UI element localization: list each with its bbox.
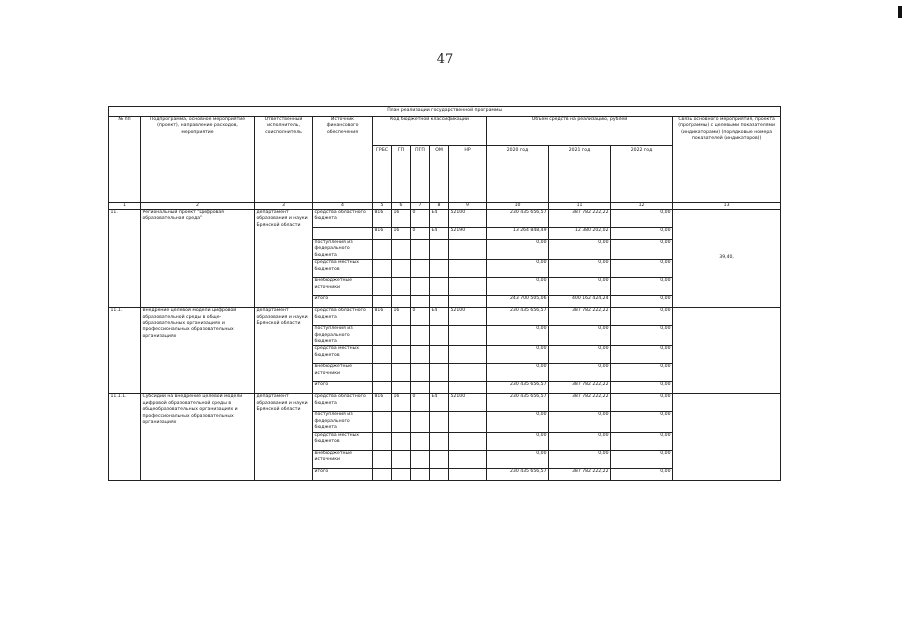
budget-code-om: E4	[430, 228, 449, 240]
budget-code-nr	[449, 382, 487, 394]
amount-2022: 0,00	[611, 468, 673, 480]
amount-2022: 0,00	[611, 394, 673, 412]
budget-code-grbs: 816	[373, 308, 392, 326]
budget-code-gp: 16	[392, 308, 411, 326]
budget-code-grbs	[373, 468, 392, 480]
budget-code-om	[430, 260, 449, 278]
funding-source: внебюджетные источники	[313, 450, 373, 468]
amount-2020: 243 700 505,06	[487, 296, 549, 308]
table-row	[109, 210, 781, 228]
header-grbs: ГРБС	[373, 146, 392, 203]
header-executor: Ответственный исполнитель, соисполнитель	[255, 117, 313, 203]
header-2022: 2022 год	[611, 146, 673, 203]
header-pgp: ПГП	[411, 146, 430, 203]
budget-code-nr	[449, 326, 487, 346]
budget-code-pgp	[411, 382, 430, 394]
budget-code-pgp	[411, 346, 430, 364]
budget-code-om: E4	[430, 394, 449, 412]
row-number: 11.1.1.	[109, 394, 141, 480]
header-link: Связь основного мероприятия, проекта (программы) с целевыми показателями (индикаторами) (порядковые номера показателей (индикаторов))	[673, 117, 781, 203]
budget-code-pgp: 0	[411, 308, 430, 326]
budget-code-gp	[392, 346, 411, 364]
budget-code-pgp	[411, 450, 430, 468]
amount-2021: 0,00	[549, 240, 611, 260]
amount-2020: 230 435 656,57	[487, 468, 549, 480]
amount-2020: 230 435 656,57	[487, 394, 549, 412]
amount-2021: 0,00	[549, 364, 611, 382]
budget-code-gp	[392, 278, 411, 296]
amount-2022: 0,00	[611, 382, 673, 394]
funding-source	[313, 228, 373, 240]
budget-code-grbs: 816	[373, 210, 392, 228]
budget-code-gp	[392, 382, 411, 394]
budget-code-gp: 16	[392, 210, 411, 228]
table-title-row	[109, 107, 781, 117]
funding-source: итого	[313, 296, 373, 308]
amount-2022: 0,00	[611, 260, 673, 278]
table-title: План реализации государственной программы	[109, 107, 781, 117]
amount-2021: 0,00	[549, 432, 611, 450]
header-2021: 2021 год	[549, 146, 611, 203]
budget-code-gp	[392, 296, 411, 308]
amount-2021: 387 782 222,22	[549, 308, 611, 326]
funding-source: внебюджетные источники	[313, 278, 373, 296]
amount-2022: 0,00	[611, 210, 673, 228]
budget-code-pgp: 0	[411, 210, 430, 228]
indicator-link	[673, 308, 781, 394]
amount-2022: 0,00	[611, 240, 673, 260]
budget-code-nr	[449, 240, 487, 260]
amount-2022: 0,00	[611, 278, 673, 296]
page-number: 47	[436, 52, 454, 67]
funding-source: средства местных бюджетов	[313, 260, 373, 278]
amount-2020: 0,00	[487, 240, 549, 260]
column-number: 8	[430, 203, 449, 210]
budget-code-om: E4	[430, 210, 449, 228]
measure-name: Региональный проект "Цифровая образовательная среда"	[141, 210, 255, 308]
amount-2020: 13 264 848,49	[487, 228, 549, 240]
header-row	[109, 117, 781, 146]
budget-code-grbs	[373, 240, 392, 260]
amount-2021: 0,00	[549, 278, 611, 296]
budget-code-om	[430, 432, 449, 450]
amount-2021: 387 782 222,22	[549, 382, 611, 394]
indicator-link	[673, 394, 781, 480]
budget-code-nr: 52190	[449, 228, 487, 240]
budget-code-pgp: 0	[411, 228, 430, 240]
budget-code-gp	[392, 326, 411, 346]
budget-code-gp	[392, 432, 411, 450]
amount-2021: 0,00	[549, 260, 611, 278]
budget-code-om	[430, 364, 449, 382]
amount-2022: 0,00	[611, 450, 673, 468]
funding-source: итого	[313, 468, 373, 480]
header-om: ОМ	[430, 146, 449, 203]
amount-2022: 0,00	[611, 228, 673, 240]
column-number: 3	[255, 203, 313, 210]
budget-code-pgp	[411, 326, 430, 346]
indicator-link: 39,40,	[673, 210, 781, 308]
amount-2020: 0,00	[487, 260, 549, 278]
amount-2022: 0,00	[611, 412, 673, 432]
amount-2022: 0,00	[611, 346, 673, 364]
funding-source: средства местных бюджетов	[313, 432, 373, 450]
budget-code-om	[430, 240, 449, 260]
funding-source: поступления из федерального бюджета	[313, 326, 373, 346]
amount-2021: 387 782 222,22	[549, 468, 611, 480]
budget-code-grbs: 816	[373, 228, 392, 240]
budget-code-om	[430, 382, 449, 394]
amount-2021: 400 162 424,24	[549, 296, 611, 308]
funding-source: средства областного бюджета	[313, 210, 373, 228]
funding-source: средства областного бюджета	[313, 394, 373, 412]
budget-code-pgp	[411, 364, 430, 382]
budget-code-om	[430, 412, 449, 432]
budget-code-grbs	[373, 412, 392, 432]
amount-2020: 230 435 656,57	[487, 308, 549, 326]
budget-code-gp	[392, 450, 411, 468]
budget-code-gp	[392, 364, 411, 382]
budget-code-gp	[392, 412, 411, 432]
column-number: 12	[611, 203, 673, 210]
header-subprogram: Подпрограмма, основное мероприятие (проект), направление расходов, мероприятие	[141, 117, 255, 203]
budget-code-grbs	[373, 364, 392, 382]
budget-code-nr	[449, 450, 487, 468]
budget-code-pgp	[411, 412, 430, 432]
budget-code-pgp	[411, 278, 430, 296]
column-number-row	[109, 203, 781, 210]
budget-code-nr: 52100	[449, 210, 487, 228]
budget-code-grbs	[373, 382, 392, 394]
amount-2021: 387 782 222,22	[549, 210, 611, 228]
budget-code-pgp	[411, 432, 430, 450]
budget-code-nr	[449, 278, 487, 296]
budget-code-nr	[449, 260, 487, 278]
header-budget-code: Код бюджетной классификации	[373, 117, 487, 146]
header-gp: ГП	[392, 146, 411, 203]
budget-code-pgp	[411, 260, 430, 278]
budget-code-grbs	[373, 432, 392, 450]
measure-name: Субсидии на внедрение целевой модели цифровой образовательной среды в общеобразовательных организациях и профессиональных образовательных организациях	[141, 394, 255, 480]
amount-2020: 0,00	[487, 278, 549, 296]
budget-code-om	[430, 450, 449, 468]
amount-2022: 0,00	[611, 296, 673, 308]
budget-code-nr	[449, 346, 487, 364]
budget-code-gp	[392, 468, 411, 480]
funding-source: внебюджетные источники	[313, 364, 373, 382]
budget-code-nr	[449, 432, 487, 450]
budget-code-grbs	[373, 450, 392, 468]
column-number: 13	[673, 203, 781, 210]
header-nr: НР	[449, 146, 487, 203]
amount-2021: 0,00	[549, 412, 611, 432]
amount-2020: 0,00	[487, 450, 549, 468]
budget-code-pgp	[411, 240, 430, 260]
funding-source: итого	[313, 382, 373, 394]
budget-code-grbs	[373, 260, 392, 278]
budget-code-grbs	[373, 326, 392, 346]
header-source: Источник финансового обеспечения	[313, 117, 373, 203]
column-number: 5	[373, 203, 392, 210]
program-plan-table	[108, 106, 781, 481]
amount-2022: 0,00	[611, 364, 673, 382]
responsible-executor: департамент образования и науки Брянской области	[255, 210, 313, 308]
table-row	[109, 394, 781, 412]
budget-code-om	[430, 468, 449, 480]
funding-source: средства местных бюджетов	[313, 346, 373, 364]
responsible-executor: департамент образования и науки Брянской области	[255, 394, 313, 480]
amount-2021: 0,00	[549, 326, 611, 346]
amount-2020: 230 435 656,57	[487, 210, 549, 228]
amount-2020: 0,00	[487, 346, 549, 364]
budget-code-grbs	[373, 296, 392, 308]
budget-code-nr: 52100	[449, 308, 487, 326]
measure-name: Внедрение целевой модели цифровой образовательной среды в обще-образовательных организациях и профессиональных образовательных организациях	[141, 308, 255, 394]
budget-code-om	[430, 296, 449, 308]
column-number: 6	[392, 203, 411, 210]
row-number: 11.1.	[109, 308, 141, 394]
column-number: 4	[313, 203, 373, 210]
budget-code-pgp: 0	[411, 394, 430, 412]
budget-code-om	[430, 326, 449, 346]
amount-2020: 0,00	[487, 326, 549, 346]
column-number: 2	[141, 203, 255, 210]
budget-code-nr	[449, 296, 487, 308]
row-number: 11.	[109, 210, 141, 308]
budget-code-gp	[392, 260, 411, 278]
header-volume: Объем средств на реализацию, рублей	[487, 117, 673, 146]
funding-source: поступления из федерального бюджета	[313, 240, 373, 260]
budget-code-gp	[392, 240, 411, 260]
budget-code-om	[430, 278, 449, 296]
amount-2022: 0,00	[611, 326, 673, 346]
amount-2021: 12 380 202,02	[549, 228, 611, 240]
budget-code-nr: 52100	[449, 394, 487, 412]
column-number: 11	[549, 203, 611, 210]
header-2020: 2020 год	[487, 146, 549, 203]
column-number: 9	[449, 203, 487, 210]
amount-2021: 0,00	[549, 346, 611, 364]
table-row	[109, 308, 781, 326]
budget-code-pgp	[411, 468, 430, 480]
budget-code-nr	[449, 364, 487, 382]
amount-2020: 230 435 656,57	[487, 382, 549, 394]
budget-code-gp: 16	[392, 394, 411, 412]
budget-code-om	[430, 346, 449, 364]
amount-2020: 0,00	[487, 412, 549, 432]
responsible-executor: департамент образования и науки Брянской области	[255, 308, 313, 394]
funding-source: средства областного бюджета	[313, 308, 373, 326]
amount-2022: 0,00	[611, 308, 673, 326]
budget-code-grbs	[373, 346, 392, 364]
budget-code-nr	[449, 468, 487, 480]
budget-code-pgp	[411, 296, 430, 308]
scan-edge-mark	[898, 6, 902, 18]
column-number: 10	[487, 203, 549, 210]
budget-code-grbs	[373, 278, 392, 296]
budget-code-nr	[449, 412, 487, 432]
budget-code-gp: 16	[392, 228, 411, 240]
amount-2021: 387 782 222,22	[549, 394, 611, 412]
column-number: 1	[109, 203, 141, 210]
amount-2020: 0,00	[487, 432, 549, 450]
amount-2021: 0,00	[549, 450, 611, 468]
amount-2020: 0,00	[487, 364, 549, 382]
budget-code-grbs: 816	[373, 394, 392, 412]
amount-2022: 0,00	[611, 432, 673, 450]
header-num: № пп	[109, 117, 141, 203]
budget-code-om: E4	[430, 308, 449, 326]
funding-source: поступления из федерального бюджета	[313, 412, 373, 432]
column-number: 7	[411, 203, 430, 210]
